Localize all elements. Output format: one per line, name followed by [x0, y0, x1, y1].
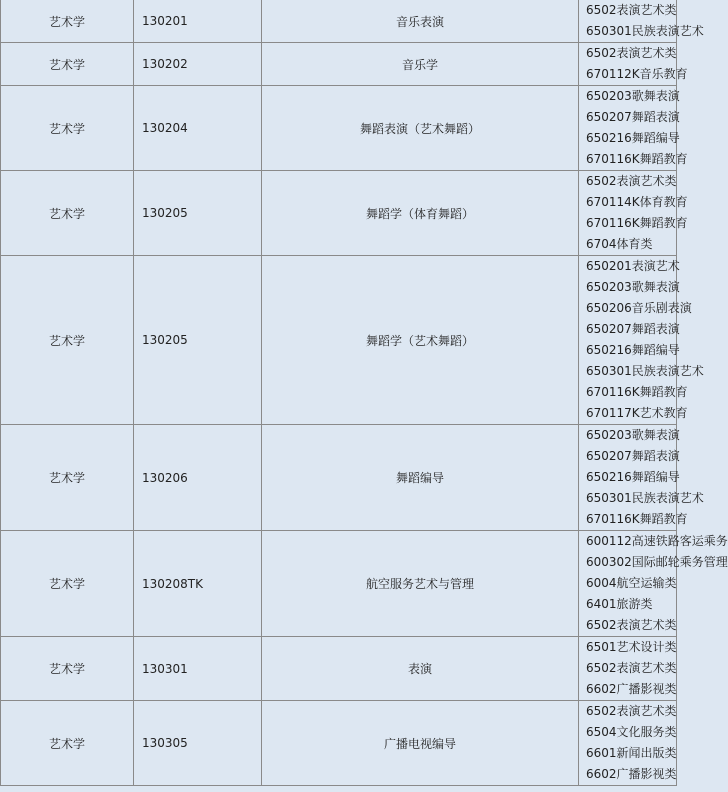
category-cell: 艺术学 [1, 531, 134, 637]
related-major-item: 670114K体育教育 [586, 195, 688, 209]
major-name-cell: 表演 [262, 637, 579, 701]
major-code-cell: 130205 [134, 171, 262, 256]
major-name-cell: 航空服务艺术与管理 [262, 531, 579, 637]
related-major-item: 650203歌舞表演 [586, 280, 680, 294]
related-major-item: 6704体育类 [586, 237, 653, 251]
related-major-item: 650203歌舞表演 [586, 428, 680, 442]
related-major-item: 670112K音乐教育 [586, 67, 688, 81]
related-majors-cell [579, 86, 688, 171]
related-majors-cell [579, 0, 704, 43]
related-majors-cell [579, 531, 728, 637]
major-name-cell: 音乐学 [262, 43, 579, 86]
major-code-cell: 130305 [134, 701, 262, 786]
category-cell: 艺术学 [1, 256, 134, 425]
related-majors-cell [579, 425, 704, 531]
table-row [1, 256, 677, 425]
related-major-item: 6502表演艺术类 [586, 704, 677, 718]
table-row [1, 43, 677, 86]
related-major-item: 6502表演艺术类 [586, 174, 677, 188]
related-major-item: 650301民族表演艺术 [586, 364, 704, 378]
related-major-item: 650207舞蹈表演 [586, 322, 680, 336]
related-major-item: 650216舞蹈编导 [586, 343, 680, 357]
major-code-cell: 130301 [134, 637, 262, 701]
related-majors-cell [579, 256, 704, 425]
category-cell: 艺术学 [1, 171, 134, 256]
table-row [1, 531, 677, 637]
related-major-item: 6602广播影视类 [586, 767, 677, 781]
major-name-cell: 舞蹈表演（艺术舞蹈） [262, 86, 579, 171]
related-major-item: 6601新闻出版类 [586, 746, 677, 760]
related-major-item: 6502表演艺术类 [586, 661, 677, 675]
table-row [1, 637, 677, 701]
major-name-cell: 舞蹈学（体育舞蹈） [262, 171, 579, 256]
related-major-item: 650207舞蹈表演 [586, 110, 680, 124]
related-major-item: 650301民族表演艺术 [586, 491, 704, 505]
related-majors-cell [579, 43, 688, 86]
major-name-cell: 舞蹈学（艺术舞蹈） [262, 256, 579, 425]
major-code-cell: 130202 [134, 43, 262, 86]
category-cell: 艺术学 [1, 43, 134, 86]
related-major-item: 6502表演艺术类 [586, 618, 677, 632]
related-major-item: 6504文化服务类 [586, 725, 677, 739]
related-majors-cell [579, 637, 677, 701]
related-major-item: 6602广播影视类 [586, 682, 677, 696]
related-major-item: 6501艺术设计类 [586, 640, 677, 654]
major-name-cell: 音乐表演 [262, 0, 579, 43]
related-major-item: 650216舞蹈编导 [586, 470, 680, 484]
related-major-item: 670116K舞蹈教育 [586, 512, 688, 526]
major-name-cell: 舞蹈编导 [262, 425, 579, 531]
table-row [1, 0, 677, 43]
related-major-item: 650216舞蹈编导 [586, 131, 680, 145]
major-code-cell: 130201 [134, 0, 262, 43]
related-major-item: 600302国际邮轮乘务管理 [586, 555, 728, 569]
related-major-item: 650207舞蹈表演 [586, 449, 680, 463]
related-major-item: 600112高速铁路客运乘务 [586, 534, 728, 548]
related-major-item: 670117K艺术教育 [586, 406, 688, 420]
table-row [1, 171, 677, 256]
table-row [1, 86, 677, 171]
major-code-cell: 130204 [134, 86, 262, 171]
related-majors-cell [579, 701, 677, 786]
related-major-item: 650301民族表演艺术 [586, 24, 704, 38]
related-major-item: 6502表演艺术类 [586, 3, 677, 17]
related-major-item: 6502表演艺术类 [586, 46, 677, 60]
table-row [1, 701, 677, 786]
table-row [1, 425, 677, 531]
related-major-item: 6401旅游类 [586, 597, 653, 611]
category-cell: 艺术学 [1, 425, 134, 531]
category-cell: 艺术学 [1, 0, 134, 43]
table-body [1, 0, 728, 786]
related-majors-cell [579, 171, 688, 256]
related-major-item: 670116K舞蹈教育 [586, 152, 688, 166]
category-cell: 艺术学 [1, 701, 134, 786]
major-code-cell: 130206 [134, 425, 262, 531]
major-code-cell: 130208TK [134, 531, 262, 637]
related-major-item: 670116K舞蹈教育 [586, 216, 688, 230]
related-major-item: 670116K舞蹈教育 [586, 385, 688, 399]
major-code-cell: 130205 [134, 256, 262, 425]
related-major-item: 650203歌舞表演 [586, 89, 680, 103]
related-major-item: 6004航空运输类 [586, 576, 677, 590]
category-cell: 艺术学 [1, 637, 134, 701]
related-major-item: 650201表演艺术 [586, 259, 680, 273]
related-major-item: 650206音乐剧表演 [586, 301, 692, 315]
major-name-cell: 广播电视编导 [262, 701, 579, 786]
category-cell: 艺术学 [1, 86, 134, 171]
